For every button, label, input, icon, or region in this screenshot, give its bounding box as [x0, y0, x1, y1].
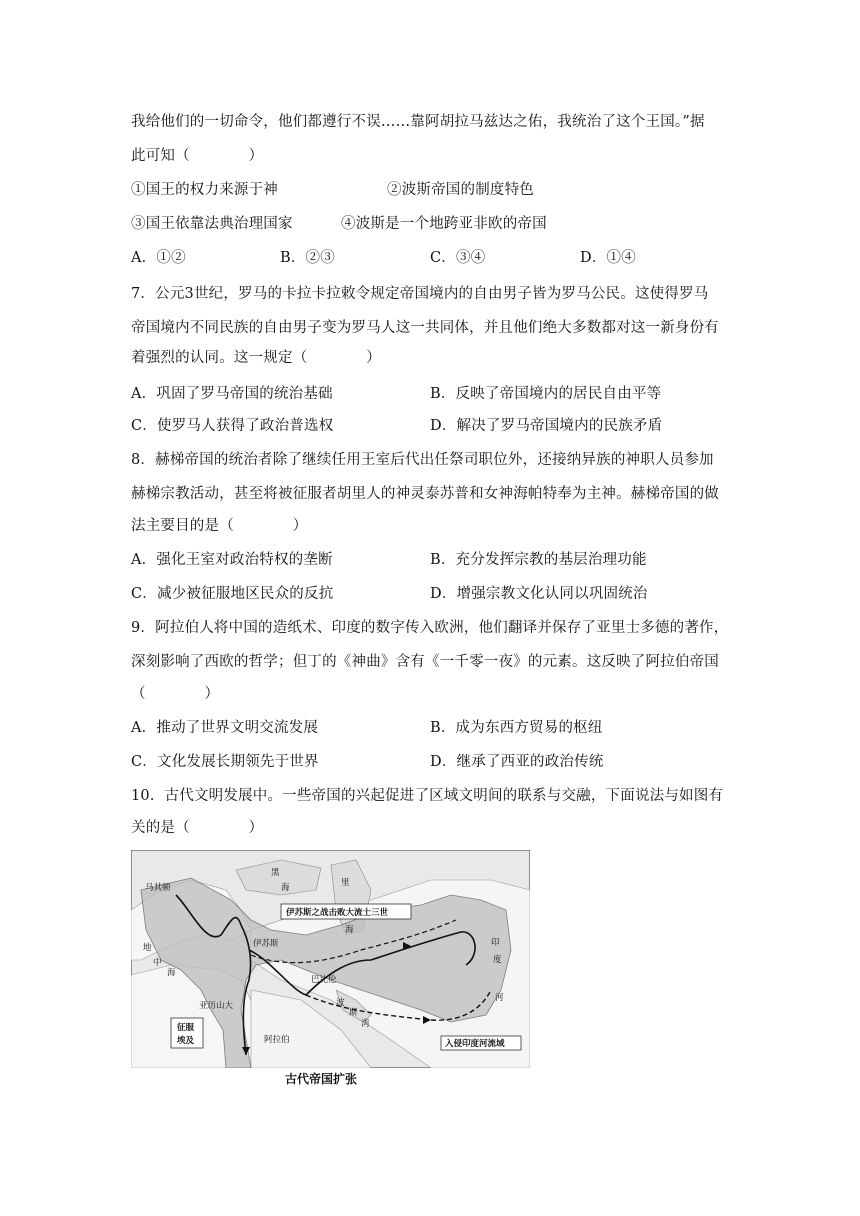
q7-line2: 帝国境内不同民族的自由男子变为罗马人这一共同体，并且他们绝大多数都对这一新身份有: [131, 320, 719, 336]
q7-line3: 着强烈的认同。这一规定（ ）: [131, 350, 381, 366]
map-label-indus-3: 河: [495, 993, 504, 1003]
map-label-indus-1: 印: [491, 938, 500, 948]
map-label-arabia: 阿拉伯: [264, 1035, 290, 1045]
map-svg: [131, 850, 530, 1068]
q6-item4: ④波斯是一个地跨亚非欧的帝国: [341, 216, 547, 232]
q8-line1: 8．赫梯帝国的统治者除了继续任用王室后代出任祭司职位外，还接纳异族的神职人员参加: [131, 452, 714, 468]
q8-option-c[interactable]: C．减少被征服地区民众的反抗: [131, 586, 334, 602]
map-label-caspian: 里: [341, 878, 350, 888]
q6-line2: 此可知（ ）: [131, 148, 264, 164]
map-label-indus-2: 度: [493, 955, 502, 965]
map-label-alexandria: 亚历山大: [199, 1001, 234, 1011]
q7-option-d[interactable]: D．解决了罗马帝国境内的民族矛盾: [430, 418, 663, 434]
q8-option-b[interactable]: B．充分发挥宗教的基层治理功能: [430, 552, 647, 568]
q6-option-c[interactable]: C．③④: [430, 250, 486, 266]
q7-option-c[interactable]: C．使罗马人获得了政治普选权: [131, 418, 334, 434]
q10-line2: 关的是（ ）: [131, 820, 264, 836]
map-label-india-invade: 入侵印度河流域: [445, 1039, 505, 1049]
q6-option-b[interactable]: B．②③: [280, 250, 335, 266]
q6-item1: ①国王的权力来源于神: [131, 182, 278, 198]
q9-option-b[interactable]: B．成为东西方贸易的枢纽: [430, 720, 603, 736]
q7-option-a[interactable]: A．巩固了罗马帝国的统治基础: [131, 386, 333, 402]
map-label-med-1: 地: [143, 943, 152, 953]
map-label-persian-3: 湾: [361, 1019, 370, 1029]
map-label-babylon: 巴比伦: [311, 975, 337, 985]
q8-option-a[interactable]: A．强化王室对政治特权的垄断: [131, 552, 333, 568]
map-label-issus-battle: 伊苏斯之战击败大流士三世: [286, 908, 389, 918]
q8-option-d[interactable]: D．增强宗教文化认同以巩固统治: [430, 586, 648, 602]
q7-option-b[interactable]: B．反映了帝国境内的居民自由平等: [430, 386, 662, 402]
empire-expansion-map: [131, 850, 530, 1068]
q6-item3: ③国王依靠法典治理国家: [131, 216, 293, 232]
map-label-macedon: 马其顿: [145, 883, 171, 893]
map-label-persian-2: 斯: [349, 1008, 358, 1018]
q9-line2: 深刻影响了西欧的哲学；但丁的《神曲》含有《一千零一夜》的元素。这反映了阿拉伯帝国: [131, 654, 719, 670]
map-label-egypt-2: 埃及: [177, 1036, 195, 1046]
q9-option-a[interactable]: A．推动了世界文明交流发展: [131, 720, 319, 736]
map-label-persian-1: 波: [336, 998, 345, 1008]
q6-item2: ②波斯帝国的制度特色: [387, 182, 534, 198]
map-caption: 古代帝国扩张: [285, 1072, 358, 1086]
q7-line1: 7．公元3世纪，罗马的卡拉卡拉敕令规定帝国境内的自由男子皆为罗马公民。这使得罗马: [131, 286, 709, 302]
q8-line3: 法主要目的是（ ）: [131, 518, 308, 534]
q9-option-d[interactable]: D．继承了西亚的政治传统: [430, 754, 604, 770]
q6-line1: 我给他们的一切命令，他们都遵行不误……靠阿胡拉马兹达之佑，我统治了这个王国。”据: [131, 114, 705, 130]
q6-option-d[interactable]: D．①④: [580, 250, 636, 266]
q8-line2: 赫梯宗教活动，甚至将被征服者胡里人的神灵泰苏普和女神海帕特奉为主神。赫梯帝国的做: [131, 486, 719, 502]
q9-line3: （ ）: [131, 686, 220, 702]
map-label-sea: 海: [281, 883, 290, 893]
map-label-med-2: 中: [153, 958, 162, 968]
q9-option-c[interactable]: C．文化发展长期领先于世界: [131, 754, 319, 770]
q6-option-a[interactable]: A．①②: [131, 250, 186, 266]
map-label-egypt-1: 征服: [177, 1023, 195, 1033]
q10-line1: 10．古代文明发展中。一些帝国的兴起促进了区域文明间的联系与交融，下面说法与如图有: [131, 788, 724, 804]
map-label-issus: 伊苏斯: [253, 939, 279, 949]
map-label-black: 黑: [271, 868, 280, 878]
map-label-med-3: 海: [167, 968, 176, 978]
map-label-caspian-2: 海: [345, 925, 354, 935]
q9-line1: 9．阿拉伯人将中国的造纸术、印度的数字传入欧洲，他们翻译并保存了亚里士多德的著作，: [131, 620, 729, 636]
